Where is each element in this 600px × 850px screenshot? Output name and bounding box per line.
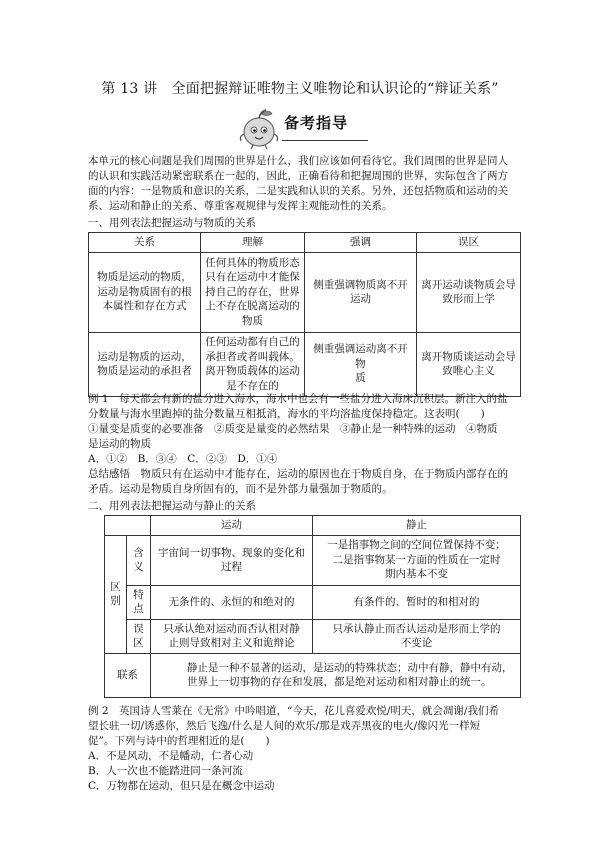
cell-line: 只承认静止而否认运动是形而上学的	[332, 622, 501, 635]
row-label-char: 义	[133, 561, 144, 573]
answer-options: A．①② B．③④ C．②③ D．①④	[88, 453, 278, 465]
group-label-char: 别	[110, 595, 121, 607]
cell-relation	[89, 252, 201, 332]
cell-line: 有条件的、暂时的和相对的	[353, 595, 480, 608]
table-row	[105, 585, 521, 619]
section-heading-2: 二、用列表法把握运动与静止的关系	[88, 500, 256, 512]
table-header-row	[105, 516, 521, 536]
lesson-title: 第 13 讲 全面把握辩证唯物主义唯物论和认识论的“辩证关系”	[101, 81, 499, 97]
row-label-char: 特	[133, 588, 144, 601]
cell-line: 不变论	[400, 637, 433, 649]
cell-line: 运动	[350, 293, 371, 305]
table-row	[89, 252, 521, 332]
prep-guide-banner	[236, 106, 376, 150]
row-label-traits	[127, 585, 151, 619]
row-label-char: 误	[133, 622, 144, 635]
cell-line: 致形而上学	[442, 293, 495, 305]
intro-line: 系、运动和静止的关系、尊重客观规律与发挥主观能动性的关系。	[88, 200, 393, 212]
header-blank	[105, 516, 151, 536]
table-header-row	[89, 233, 521, 253]
cell-line: 一是指事物之间的空间位置保持不变；	[327, 539, 506, 552]
example-1	[88, 392, 520, 497]
cell-understanding	[201, 332, 305, 396]
cell-motion	[151, 585, 313, 619]
cell-motion	[151, 619, 313, 653]
cell-line: 上不存在脱离运动的	[205, 300, 300, 313]
cell-rest	[313, 535, 521, 585]
cell-line: 侧重强调物质离不开	[313, 278, 408, 291]
header-emphasis: 强调	[305, 233, 417, 253]
table-row	[105, 619, 521, 653]
cell-line: 本属性和存在方式	[102, 300, 187, 313]
cell-line: 承担者或者叫载体。	[205, 350, 300, 363]
matter-motion-table	[88, 232, 521, 397]
cell-line: 离开物质载体的运动	[205, 365, 300, 377]
intro-line: 面的内容：一是物质和意识的关系，二是实践和认识的关系。另外，还包括物质和运动的关	[88, 185, 508, 197]
cell-line: 期内基本不变	[385, 568, 448, 581]
intro-line: 本单元的核心问题是我们周围的世界是什么，我们应该如何看待它。我们周围的世界是同人	[88, 155, 508, 167]
cell-line: 致唯心主义	[442, 365, 495, 377]
group-label-char: 区	[110, 580, 121, 593]
example-line: 是运动的物质	[88, 438, 151, 450]
row-label-meaning	[127, 535, 151, 585]
summary-line: 总结感悟 物质只有在运动中才能存在，运动的原因也在于物质自身，在于物质内部存在的	[88, 468, 508, 480]
section-heading-1: 一、用列表法把握运动与物质的关系	[88, 217, 256, 229]
banner-underline	[282, 140, 368, 141]
cell-line: 运动是物质固有的根	[97, 285, 192, 298]
cell-relation	[89, 332, 201, 396]
apple-mascot-icon	[236, 106, 282, 150]
cell-line: 侧重强调运动离不开物	[313, 343, 408, 370]
example-line: 例 2 英国诗人雪莱在《无常》中吟唱道，“今天，花儿喜爱欢悦/明天，就会凋谢/我们希	[88, 705, 499, 717]
cell-line: 止则导致相对主义和诡辩论	[168, 637, 295, 649]
cell-line: 只有在运动中才能保	[205, 271, 300, 284]
cell-rest	[313, 585, 521, 619]
example-line: 促”。下列与诗中的哲理相近的是( )	[88, 735, 270, 747]
group-label-difference	[105, 535, 127, 653]
cell-link	[151, 653, 521, 697]
header-rest: 静止	[313, 516, 521, 536]
cell-line: 是不存在的	[226, 379, 279, 392]
header-understanding: 理解	[201, 233, 305, 253]
cell-line: 世界上一切事物的存在和发展，都是绝对运动和相对静止的统一。	[187, 676, 492, 688]
cell-line: 持自己的存在，世界	[205, 285, 300, 298]
cell-line: 静止是一种不显著的运动，是运动的特殊状态；动中有静，静中有动，	[187, 661, 513, 674]
example-line: 分数量与海水里跑掉的盐分数量互相抵消，海水的平均溶盐度保持稳定。这表明( )	[88, 408, 485, 420]
answer-option: B．人一次也不能踏进同一条河流	[88, 765, 243, 777]
intro-line: 的认识和实践活动紧密联系在一起的，因此，正确看待和把握周围的世界，实际包含了两方	[88, 170, 508, 182]
header-misconception: 误区	[417, 233, 521, 253]
cell-rest	[313, 619, 521, 653]
table-row	[105, 535, 521, 585]
row-label-misconception	[127, 619, 151, 653]
cell-emphasis	[305, 252, 417, 332]
row-label-char: 点	[133, 603, 144, 615]
header-relation: 关系	[89, 233, 201, 253]
answer-option: C．万物都在运动，但只是在概念中运动	[88, 780, 275, 792]
cell-line: 质	[355, 372, 366, 385]
cell-line: 宇宙间一切事物、现象的变化和	[158, 546, 305, 559]
prep-guide-label: 备考指导	[284, 114, 349, 132]
cell-line: 离开物质谈运动会导	[421, 350, 516, 363]
cell-line: 只承认绝对运动而否认相对静	[163, 622, 300, 635]
cell-misconception	[417, 332, 521, 396]
header-motion: 运动	[151, 516, 313, 536]
intro-paragraph	[88, 154, 520, 214]
cell-line: 运动是物质的运动，	[97, 350, 192, 363]
cell-line: 任何具体的物质形态	[205, 256, 300, 269]
cell-understanding	[201, 252, 305, 332]
cell-line: 物质是运动的物质，	[97, 271, 192, 284]
cell-line: 物质是运动的承担者	[97, 365, 192, 377]
cell-emphasis	[305, 332, 417, 396]
cell-line: 过程	[221, 561, 242, 573]
cell-line: 离开运动谈物质会导	[421, 278, 516, 291]
table-row	[105, 653, 521, 697]
cell-motion	[151, 535, 313, 585]
cell-line: 物质	[242, 314, 263, 327]
table-row	[89, 332, 521, 396]
motion-rest-table	[104, 515, 521, 698]
row-label-link: 联系	[105, 653, 151, 697]
cell-line: 任何运动都有自己的	[205, 336, 300, 348]
summary-line: 矛盾。运动是物质自身所固有的，而不是外部力量强加于物质的。	[88, 483, 393, 495]
example-line: 例 1 每天都会有新的盐分进入海水，海水中也会有一些盐分进入海床沉积层。新注入的盐	[88, 393, 508, 405]
cell-misconception	[417, 252, 521, 332]
answer-option: A．不是风动，不是幡动，仁者心动	[88, 750, 254, 762]
row-label-char: 区	[133, 637, 144, 649]
example-line: 望长驻一切/诱惑你，然后飞逸/什么是人间的欢乐/那是戏弄黑夜的电火/像闪光一样短	[88, 720, 481, 732]
row-label-char: 含	[133, 546, 144, 559]
example-line: ①量变是质变的必要准备 ②质变是量变的必然结果 ③静止是一种特殊的运动 ④物质	[88, 423, 498, 435]
example-2	[88, 704, 520, 794]
cell-line: 二是指事物某一方面的性质在一定时	[332, 553, 501, 566]
cell-line: 无条件的、永恒的和绝对的	[168, 595, 295, 608]
